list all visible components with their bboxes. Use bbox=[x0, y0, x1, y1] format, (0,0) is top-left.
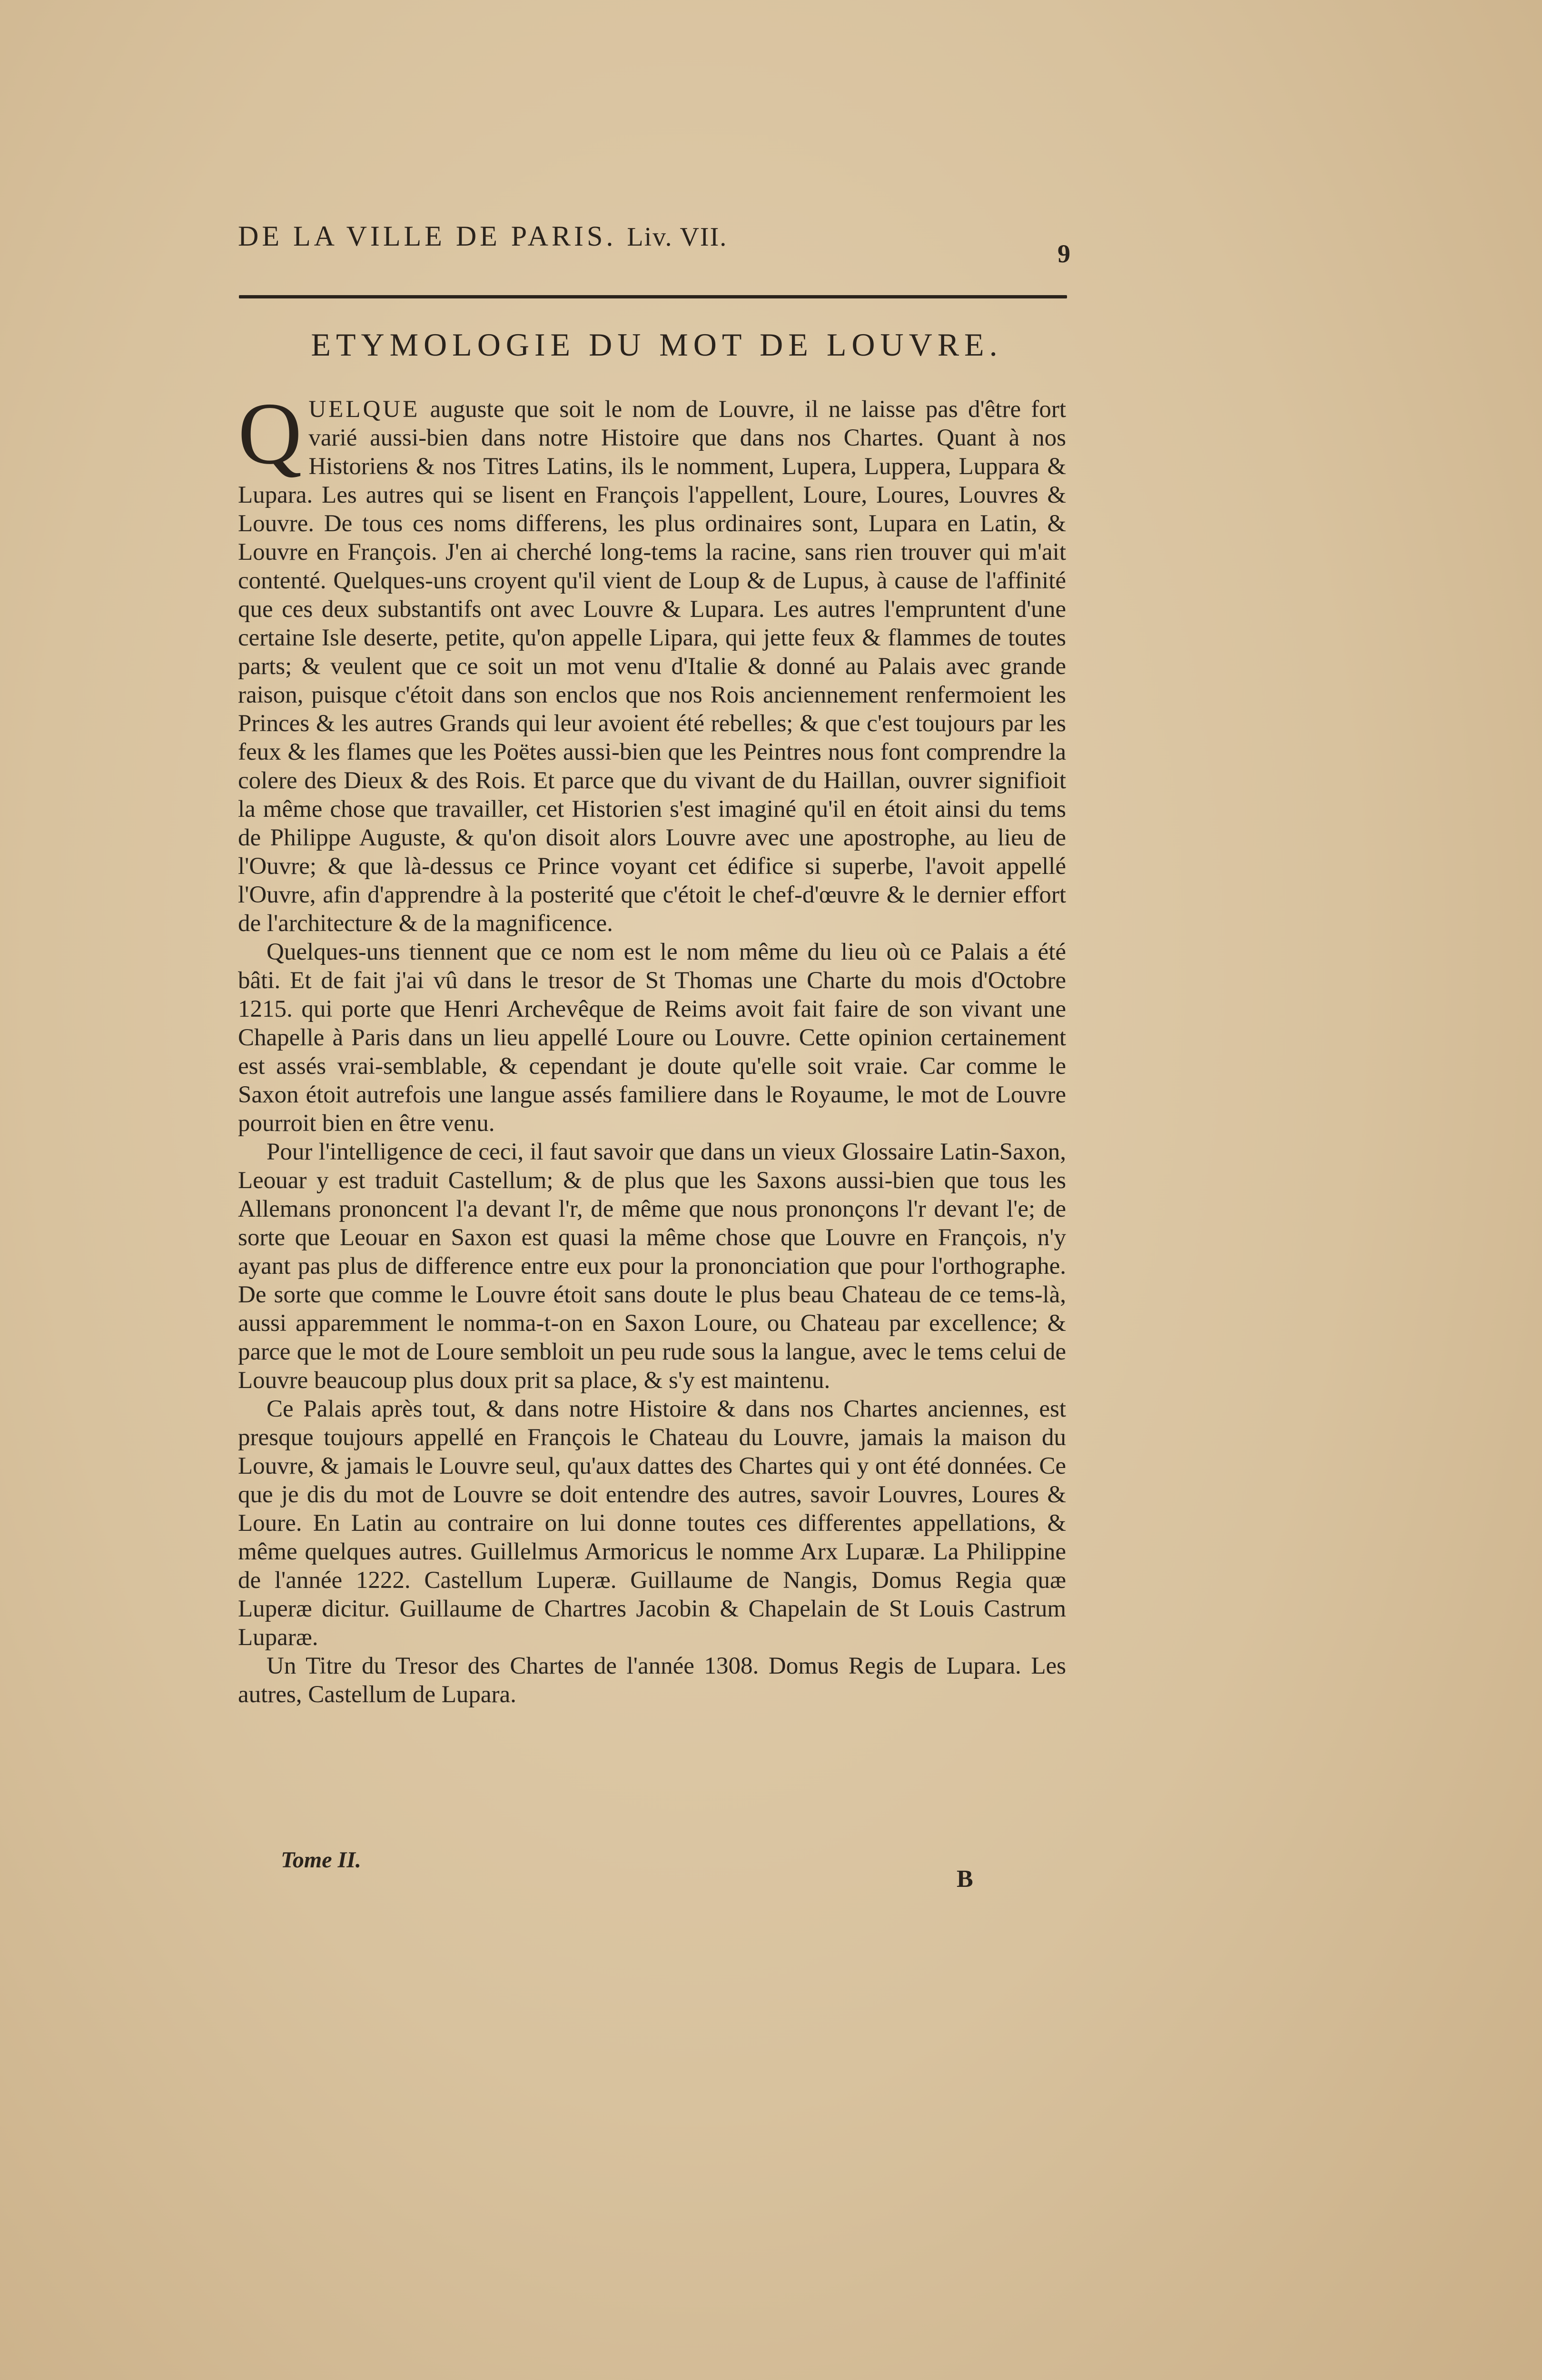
signature-mark: B bbox=[957, 1865, 973, 1893]
paragraph-5: Un Titre du Tresor des Chartes de l'année 1308. Domus Regis de Lupara. Les autres, Castellum de Lupara. bbox=[238, 1653, 1066, 1708]
small-caps-opening: UELQUE bbox=[308, 396, 420, 423]
running-title bbox=[238, 220, 727, 253]
running-title-text: DE LA VILLE DE PARIS. bbox=[238, 220, 617, 252]
paragraph-4: Ce Palais après tout, & dans notre Histoire & dans nos Chartes anciennes, est presque toujours appellé en François le Chateau du Louvre, jamais la maison du Louvre, & jamais le Louvre seul, qu'aux dattes des Chartes qui y ont été données. Ce que je dis du mot de Louvre se doit entendre des autres, savoir Louvres, Loures & Loure. En Latin au contraire on lui donne toutes ces differentes appellations, & même quelques autres. Guillelmus Armoricus le nomme Arx Luparæ. La Philippine de l'année 1222. Castellum Luperæ. Guillaume de Nangis, Domus Regia quæ Luperæ dicitur. Guillaume de Chartres Jacobin & Chapelain de St Louis Castrum Luparæ. bbox=[238, 1396, 1066, 1651]
paragraph-3: Pour l'intelligence de ceci, il faut savoir que dans un vieux Glossaire Latin-Saxon, Leouar y est traduit Castellum; & de plus que les Saxons aussi-bien que tous les Allemans prononcent l'a devant l'r, de même que nous prononçons l'r devant l'e; de sorte que Leouar en Saxon est quasi la même chose que Louvre en François, n'y ayant pas plus de difference entre eux pour la prononciation que pour l'orthographe. De sorte que comme le Louvre étoit sans doute le plus beau Chateau de ce tems-là, aussi apparemment le nomma-t-on en Saxon Loure, ou Chateau par excellence; & parce que le mot de Loure sembloit un peu rude sous la langue, avec le tems celui de Louvre beaucoup plus doux prit sa place, & s'y est maintenu. bbox=[238, 1139, 1066, 1394]
running-head bbox=[238, 220, 1070, 268]
header-rule bbox=[239, 295, 1067, 298]
body-text bbox=[238, 385, 1066, 1709]
volume-signature: Tome II. bbox=[281, 1847, 361, 1873]
page-number: 9 bbox=[1058, 239, 1070, 268]
paragraph-2: Quelques-uns tiennent que ce nom est le nom même du lieu où ce Palais a été bâti. Et de fait j'ai vû dans le tresor de St Thomas une Charte du mois d'Octobre 1215. qui porte que Henri Archevêque de Reims avoit fait faire de son vivant une Chapelle à Paris dans un lieu appellé Loure ou Louvre. Cette opinion certainement est assés vrai-semblable, & cependant je doute qu'elle soit vraie. Car comme le Saxon étoit autrefois une langue assés familiere dans le Royaume, le mot de Louvre pourroit bien en être venu. bbox=[238, 939, 1066, 1137]
paragraph-1-text: auguste que soit le nom de Louvre, il ne laisse pas d'être fort varié aussi-bien dans notre Histoire que dans nos Chartes. Quant à nos Historiens & nos Titres Latins, ils le nomment, Lupera, Luppera, Luppara & Lupara. Les autres qui se lisent en François l'appellent, Loure, Loures, Louvres & Louvre. De tous ces noms differens, les plus ordinaires sont, Lupara en Latin, & Louvre en François. J'en ai cherché long-tems la racine, sans rien trouver qui m'ait contenté. Quelques-uns croyent qu'il vient de Loup & de Lupus, à cause de l'affinité que ces deux substantifs ont avec Louvre & Lupara. Les autres l'empruntent d'une certaine Isle deserte, petite, qu'on appelle Lipara, qui jette feux & flammes de toutes parts; & veulent que ce soit un mot venu d'Italie & donné au Palais avec grande raison, puisque c'étoit dans son enclos que nos Rois anciennement renfermoient les Princes & les autres Grands qui leur avoient été rebelles; & que c'est toujours par les feux & les flames que les Poëtes aussi-bien que les Peintres nous font comprendre la colere des Dieux & des Rois. Et parce que du vivant de du Haillan, ouvrer signifioit la même chose que travailler, cet Historien s'est imaginé qu'il en étoit ainsi du tems de Philippe Auguste, & qu'on disoit alors Louvre avec une apostrophe, au lieu de l'Ouvre; & que là-dessus ce Prince voyant cet édifice si superbe, l'avoit appellé l'Ouvre, afin d'apprendre à la posterité que c'étoit le chef-d'œuvre & le dernier effort de l'architecture & de la magnificence. bbox=[238, 396, 1066, 937]
paragraph-1 bbox=[238, 385, 1066, 938]
book-reference: Liv. VII. bbox=[627, 222, 728, 252]
drop-cap: Q bbox=[238, 385, 302, 483]
chapter-heading: ETYMOLOGIE DU MOT DE LOUVRE. bbox=[311, 327, 1003, 363]
